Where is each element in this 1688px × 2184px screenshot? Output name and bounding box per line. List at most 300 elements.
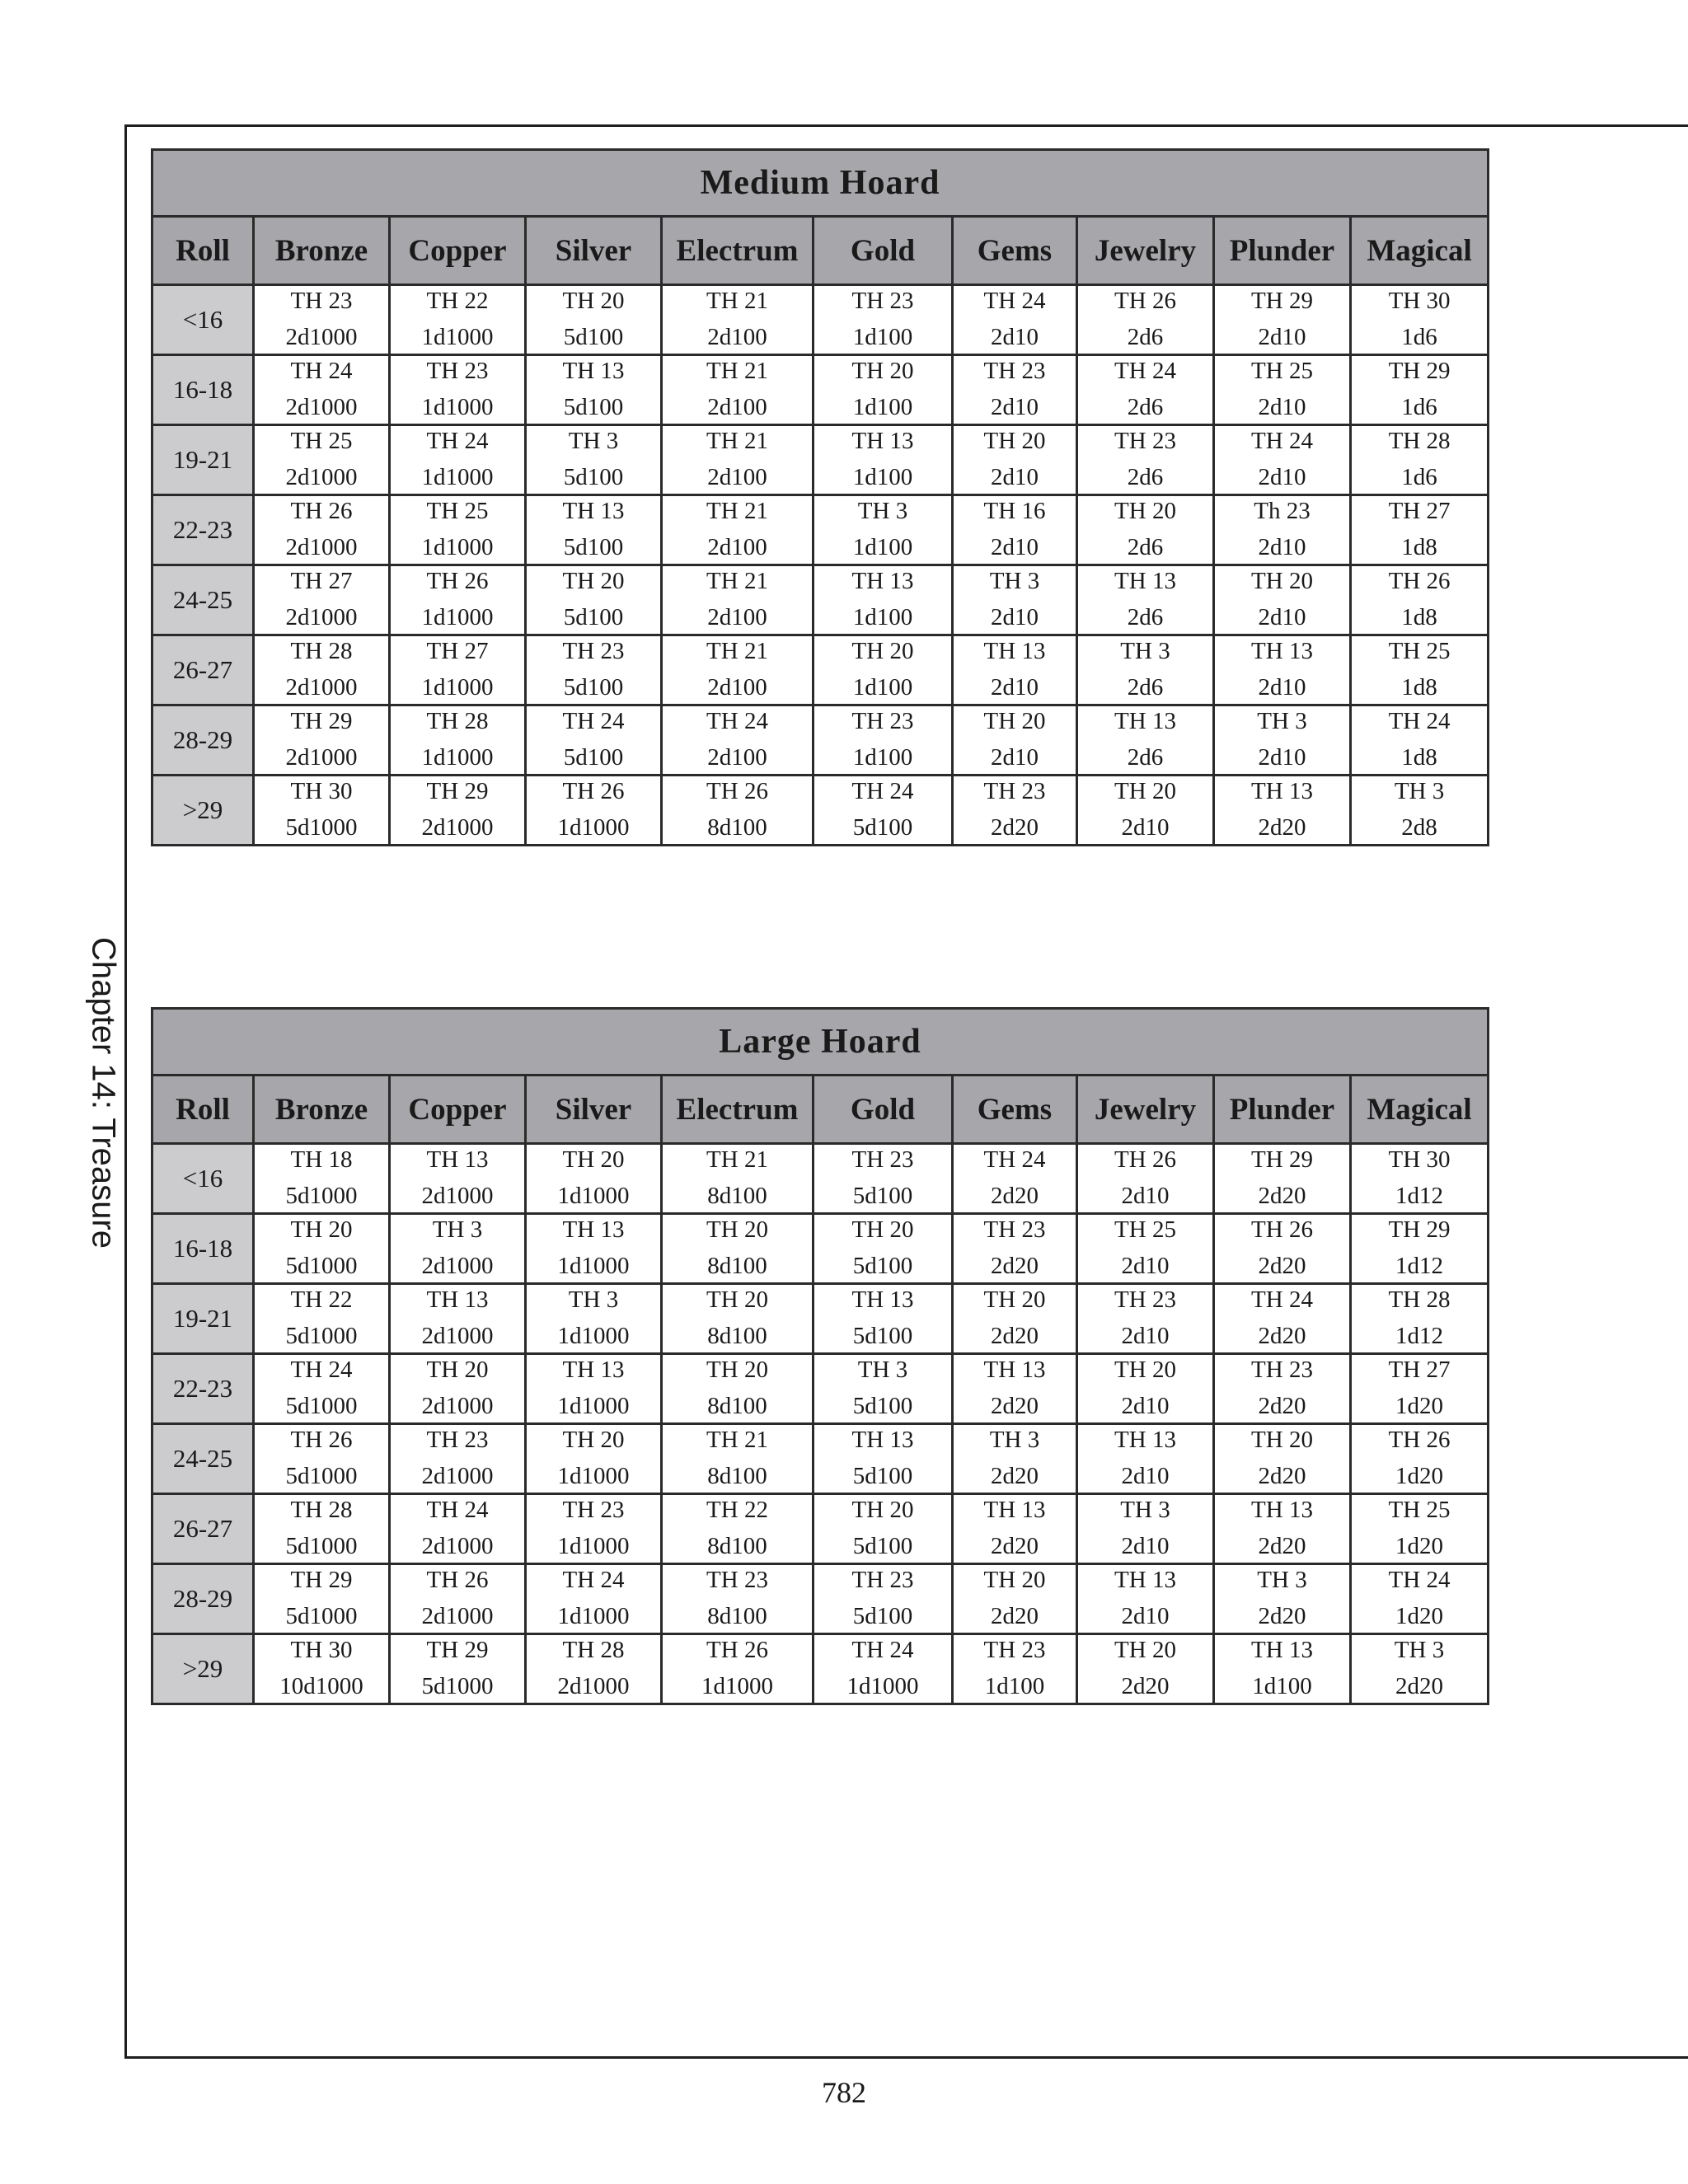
dice-roll: 8d100 [707,1393,767,1419]
treasure-type: TH 13 [851,568,914,594]
dice-roll: 5d1000 [285,814,358,841]
table-title-row [152,150,1489,217]
treasure-type: TH 21 [706,358,768,384]
dice-roll: 2d10 [991,744,1039,771]
dice-roll: 1d20 [1395,1463,1444,1489]
treasure-type: TH 20 [983,1567,1046,1593]
treasure-type: TH 27 [290,568,353,594]
treasure-type: TH 23 [1114,428,1176,454]
treasure-type: TH 21 [706,638,768,664]
table-cell [1077,425,1214,495]
table-cell [662,776,814,846]
dice-roll: 1d1000 [557,1393,630,1419]
treasure-type: TH 24 [1251,428,1313,454]
dice-roll: 8d100 [707,1323,767,1349]
treasure-type: TH 26 [1388,1427,1451,1453]
column-header-plunder: Plunder [1214,1076,1351,1144]
treasure-type: TH 20 [983,1286,1046,1313]
treasure-type: TH 21 [706,288,768,314]
table-row [152,355,1489,425]
dice-roll: 2d1000 [421,1253,494,1279]
dice-roll: 2d10 [991,604,1039,630]
table-cell [526,495,662,565]
dice-roll: 1d100 [984,1673,1045,1699]
table-row [152,1284,1489,1354]
dice-roll: 1d20 [1395,1533,1444,1559]
roll-cell: 24-25 [152,1424,254,1494]
dice-roll: 5d100 [852,1253,913,1279]
treasure-type: TH 29 [1388,358,1451,384]
page-frame-top-rule [124,124,1688,127]
dice-roll: 2d20 [1258,1183,1306,1209]
column-header-gems: Gems [953,1076,1077,1144]
column-header-magical: Magical [1351,217,1489,285]
dice-roll: 1d1000 [421,674,494,701]
treasure-type: TH 24 [706,708,768,734]
treasure-type: TH 20 [1251,568,1313,594]
treasure-type: TH 23 [706,1567,768,1593]
table-cell [662,1354,814,1424]
table-cell [1351,705,1489,776]
treasure-type: TH 26 [1251,1216,1313,1243]
dice-roll: 2d10 [1258,534,1306,560]
dice-roll: 5d100 [563,534,624,560]
treasure-type: TH 26 [1114,1146,1176,1173]
dice-roll: 1d6 [1401,394,1437,420]
dice-roll: 8d100 [707,1463,767,1489]
table-cell [1351,285,1489,355]
table-cell [814,1634,953,1704]
dice-roll: 2d10 [991,534,1039,560]
table-cell [662,1424,814,1494]
dice-roll: 2d20 [991,1463,1039,1489]
treasure-type: TH 22 [290,1286,353,1313]
dice-roll: 5d1000 [285,1463,358,1489]
treasure-type: TH 28 [1388,1286,1451,1313]
treasure-type: TH 3 [1257,708,1307,734]
treasure-type: TH 13 [1114,1567,1176,1593]
treasure-type: TH 23 [851,1146,914,1173]
table-row [152,1494,1489,1564]
table-cell [953,1494,1077,1564]
dice-roll: 2d20 [1258,1603,1306,1629]
dice-roll: 1d1000 [846,1673,919,1699]
table-cell [254,1424,390,1494]
table-cell [662,1214,814,1284]
large-hoard-table [151,1007,1489,1705]
dice-roll: 2d20 [991,1323,1039,1349]
dice-roll: 2d10 [1258,744,1306,771]
treasure-type: TH 13 [1114,1427,1176,1453]
table-cell [254,776,390,846]
roll-cell: 16-18 [152,1214,254,1284]
treasure-type: TH 13 [562,498,625,524]
table-cell [1077,495,1214,565]
table-cell [1351,1214,1489,1284]
dice-roll: 8d100 [707,1533,767,1559]
dice-roll: 2d1000 [421,1183,494,1209]
dice-roll: 5d100 [852,1183,913,1209]
treasure-type: TH 3 [857,1357,908,1383]
dice-roll: 2d6 [1127,394,1164,420]
dice-roll: 1d20 [1395,1393,1444,1419]
table-row [152,565,1489,635]
dice-roll: 2d20 [991,1253,1039,1279]
treasure-type: TH 21 [706,498,768,524]
dice-roll: 2d1000 [285,604,358,630]
table-cell [526,355,662,425]
table-cell [1351,565,1489,635]
dice-roll: 2d10 [1258,674,1306,701]
dice-roll: 1d1000 [701,1673,773,1699]
dice-roll: 2d10 [1258,464,1306,490]
table-cell [390,425,526,495]
treasure-type: TH 23 [1114,1286,1176,1313]
treasure-type: TH 20 [851,638,914,664]
dice-roll: 5d100 [852,814,913,841]
table-cell [254,1284,390,1354]
table-cell [254,1634,390,1704]
table-cell [953,1214,1077,1284]
table-cell [1214,1494,1351,1564]
treasure-type: TH 13 [426,1286,489,1313]
table-cell [814,1354,953,1424]
treasure-type: TH 27 [426,638,489,664]
treasure-type: TH 13 [426,1146,489,1173]
dice-roll: 1d1000 [421,464,494,490]
table-cell [814,495,953,565]
table-cell [1214,1634,1351,1704]
dice-roll: 2d1000 [285,324,358,350]
table-cell [953,425,1077,495]
table-cell [254,1144,390,1214]
column-header-jewelry: Jewelry [1077,1076,1214,1144]
table-cell [1351,425,1489,495]
table-cell [390,776,526,846]
table-cell [814,1144,953,1214]
table-cell [390,565,526,635]
table-cell [390,1354,526,1424]
table-cell [1214,705,1351,776]
dice-roll: 2d10 [1258,324,1306,350]
dice-roll: 1d100 [852,744,913,771]
table-cell [1077,1214,1214,1284]
treasure-type: TH 20 [290,1216,353,1243]
table-row [152,635,1489,705]
table-cell [1214,1214,1351,1284]
treasure-type: TH 24 [290,358,353,384]
treasure-type: TH 20 [851,358,914,384]
treasure-type: TH 28 [290,1497,353,1523]
column-header-gold: Gold [814,1076,953,1144]
treasure-type: TH 13 [983,638,1046,664]
table-cell [1351,1354,1489,1424]
treasure-type: TH 30 [1388,288,1451,314]
dice-roll: 2d100 [707,744,767,771]
dice-roll: 5d1000 [285,1183,358,1209]
table-row [152,1214,1489,1284]
dice-roll: 2d10 [1121,1253,1170,1279]
table-cell [953,1564,1077,1634]
treasure-type: TH 3 [1120,638,1170,664]
treasure-type: TH 26 [562,778,625,804]
treasure-type: TH 20 [706,1286,768,1313]
treasure-type: TH 20 [1114,498,1176,524]
treasure-type: TH 25 [290,428,353,454]
dice-roll: 5d1000 [285,1533,358,1559]
treasure-type: TH 18 [290,1146,353,1173]
treasure-type: TH 13 [851,428,914,454]
dice-roll: 5d100 [563,604,624,630]
dice-roll: 2d1000 [421,1393,494,1419]
treasure-type: TH 3 [989,568,1040,594]
dice-roll: 5d1000 [285,1253,358,1279]
page-frame-left-rule [124,124,127,2059]
treasure-type: TH 20 [1251,1427,1313,1453]
dice-roll: 1d1000 [557,1323,630,1349]
table-cell [526,1564,662,1634]
treasure-type: TH 24 [851,1637,914,1663]
dice-roll: 5d100 [563,324,624,350]
roll-cell: >29 [152,1634,254,1704]
treasure-type: TH 23 [983,1637,1046,1663]
table-cell [526,1214,662,1284]
table-cell [1351,1564,1489,1634]
dice-roll: 2d6 [1127,674,1164,701]
treasure-type: TH 23 [562,1497,625,1523]
roll-cell: 19-21 [152,1284,254,1354]
table-cell [1351,1284,1489,1354]
table-row [152,1144,1489,1214]
table-title-row [152,1009,1489,1076]
dice-roll: 5d1000 [285,1603,358,1629]
table-cell [526,1354,662,1424]
dice-roll: 2d1000 [421,1463,494,1489]
table-cell [390,1494,526,1564]
dice-roll: 2d10 [1258,394,1306,420]
treasure-type: TH 21 [706,568,768,594]
table-cell [662,565,814,635]
dice-roll: 1d100 [852,534,913,560]
table-cell [390,285,526,355]
dice-roll: 2d10 [1258,604,1306,630]
dice-roll: 8d100 [707,1603,767,1629]
table-title: Medium Hoard [152,150,1489,217]
table-row [152,1564,1489,1634]
dice-roll: 1d6 [1401,324,1437,350]
treasure-type: TH 13 [983,1357,1046,1383]
dice-roll: 5d100 [563,394,624,420]
table-cell [1351,635,1489,705]
treasure-type: TH 25 [1251,358,1313,384]
treasure-type: TH 23 [983,1216,1046,1243]
treasure-type: TH 3 [568,428,619,454]
dice-roll: 1d1000 [421,604,494,630]
dice-roll: 1d20 [1395,1603,1444,1629]
dice-roll: 1d8 [1401,534,1437,560]
table-cell [254,1214,390,1284]
table-row [152,285,1489,355]
treasure-type: TH 26 [706,778,768,804]
treasure-type: TH 23 [983,778,1046,804]
treasure-type: TH 24 [1251,1286,1313,1313]
table-cell [953,1634,1077,1704]
treasure-type: TH 28 [1388,428,1451,454]
treasure-type: TH 3 [1394,1637,1445,1663]
dice-roll: 2d100 [707,394,767,420]
treasure-type: TH 30 [1388,1146,1451,1173]
treasure-type: Th 23 [1254,498,1311,524]
column-header-silver: Silver [526,217,662,285]
treasure-type: TH 16 [983,498,1046,524]
dice-roll: 2d20 [1258,1323,1306,1349]
dice-roll: 2d10 [991,464,1039,490]
table-cell [1351,1494,1489,1564]
table-cell [526,1634,662,1704]
dice-roll: 2d10 [1121,1183,1170,1209]
treasure-type: TH 26 [290,498,353,524]
table-cell [254,1494,390,1564]
dice-roll: 1d100 [1252,1673,1312,1699]
treasure-type: TH 13 [1114,568,1176,594]
treasure-type: TH 28 [290,638,353,664]
dice-roll: 1d12 [1395,1323,1444,1349]
table-cell [814,1564,953,1634]
table-cell [814,1424,953,1494]
dice-roll: 1d1000 [557,1603,630,1629]
column-header-gold: Gold [814,217,953,285]
dice-roll: 2d100 [707,534,767,560]
table-cell [254,1354,390,1424]
table-cell [814,1284,953,1354]
table-cell [1351,1634,1489,1704]
dice-roll: 1d8 [1401,744,1437,771]
dice-roll: 5d1000 [285,1393,358,1419]
dice-roll: 8d100 [707,1253,767,1279]
table-cell [1077,635,1214,705]
table-cell [953,1144,1077,1214]
table-cell [1077,1634,1214,1704]
treasure-type: TH 20 [562,1427,625,1453]
roll-cell: 22-23 [152,495,254,565]
dice-roll: 1d8 [1401,674,1437,701]
table-row [152,1424,1489,1494]
dice-roll: 5d100 [852,1603,913,1629]
table-cell [1214,1354,1351,1424]
roll-cell: <16 [152,1144,254,1214]
roll-cell: 22-23 [152,1354,254,1424]
table-cell [662,1494,814,1564]
roll-cell: 26-27 [152,635,254,705]
treasure-type: TH 23 [562,638,625,664]
table-cell [526,285,662,355]
treasure-type: TH 20 [426,1357,489,1383]
treasure-type: TH 20 [983,428,1046,454]
table-cell [662,1634,814,1704]
roll-cell: 16-18 [152,355,254,425]
table-cell [254,355,390,425]
treasure-type: TH 22 [706,1497,768,1523]
table-cell [953,1424,1077,1494]
dice-roll: 2d1000 [557,1673,630,1699]
table-cell [254,565,390,635]
treasure-type: TH 13 [1251,1637,1313,1663]
table-cell [814,285,953,355]
table-cell [1077,1144,1214,1214]
dice-roll: 1d1000 [421,744,494,771]
dice-roll: 2d10 [991,394,1039,420]
table-cell [953,1284,1077,1354]
table-cell [1214,1564,1351,1634]
table-cell [1214,495,1351,565]
table-cell [1077,705,1214,776]
dice-roll: 2d1000 [421,1533,494,1559]
table-cell [814,635,953,705]
dice-roll: 2d10 [1121,814,1170,841]
dice-roll: 5d100 [563,744,624,771]
dice-roll: 1d1000 [557,1463,630,1489]
treasure-type: TH 21 [706,1146,768,1173]
dice-roll: 2d1000 [285,534,358,560]
table-cell [526,565,662,635]
dice-roll: 1d12 [1395,1183,1444,1209]
treasure-type: TH 13 [983,1497,1046,1523]
treasure-type: TH 21 [706,1427,768,1453]
treasure-type: TH 24 [1114,358,1176,384]
treasure-type: TH 20 [562,1146,625,1173]
table-cell [662,495,814,565]
dice-roll: 2d6 [1127,744,1164,771]
treasure-type: TH 24 [290,1357,353,1383]
treasure-type: TH 13 [1114,708,1176,734]
table-cell [254,705,390,776]
dice-roll: 2d20 [1258,1253,1306,1279]
dice-roll: 2d20 [1258,1533,1306,1559]
dice-roll: 1d1000 [557,1183,630,1209]
table-cell [814,425,953,495]
table-cell [390,635,526,705]
dice-roll: 8d100 [707,1183,767,1209]
treasure-type: TH 3 [1394,778,1445,804]
column-header-magical: Magical [1351,1076,1489,1144]
dice-roll: 2d6 [1127,604,1164,630]
treasure-type: TH 13 [562,1216,625,1243]
treasure-type: TH 25 [426,498,489,524]
table-cell [1214,425,1351,495]
treasure-type: TH 26 [290,1427,353,1453]
dice-roll: 2d100 [707,604,767,630]
dice-roll: 2d20 [991,814,1039,841]
treasure-type: TH 20 [851,1216,914,1243]
table-cell [814,1494,953,1564]
treasure-type: TH 29 [290,1567,353,1593]
column-header-electrum: Electrum [662,1076,814,1144]
table-cell [662,1284,814,1354]
dice-roll: 2d6 [1127,534,1164,560]
treasure-type: TH 3 [432,1216,483,1243]
table-cell [1214,1424,1351,1494]
treasure-type: TH 3 [568,1286,619,1313]
dice-roll: 2d6 [1127,324,1164,350]
table-cell [1077,1354,1214,1424]
table-cell [390,1564,526,1634]
table-cell [390,1144,526,1214]
table-cell [1077,355,1214,425]
chapter-label-text: Chapter 14: Treasure [85,937,122,1249]
table-cell [662,635,814,705]
dice-roll: 2d20 [1258,1393,1306,1419]
treasure-type: TH 25 [1388,1497,1451,1523]
